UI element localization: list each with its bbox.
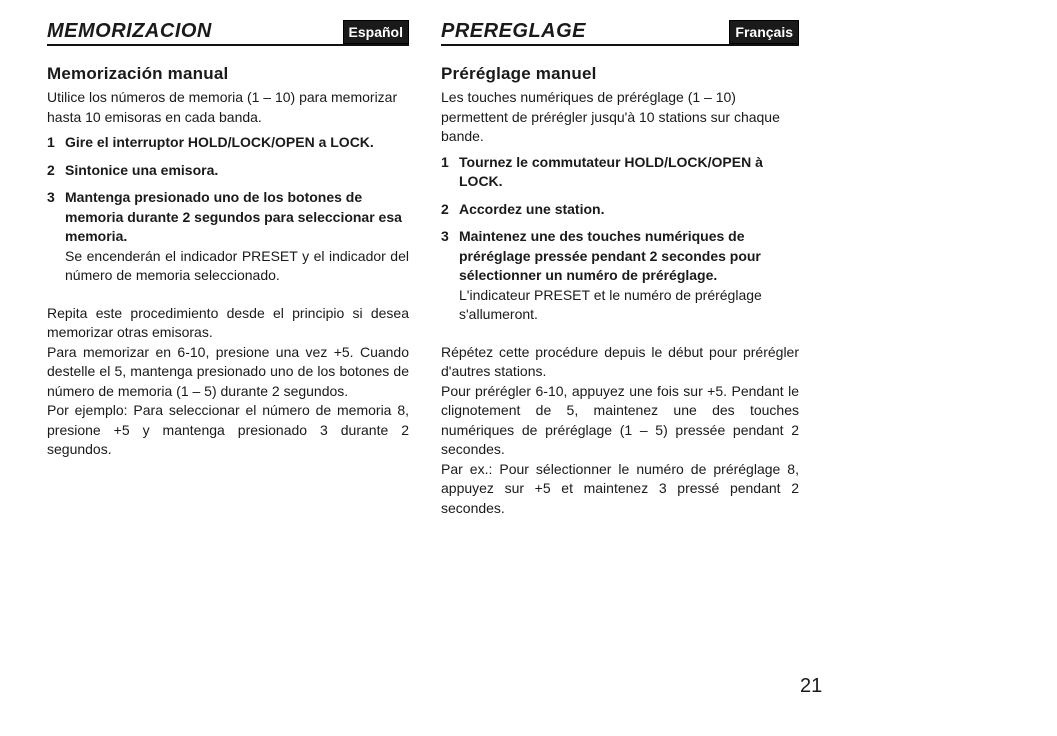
additional-instructions — [47, 304, 409, 460]
step-number: 3 — [441, 228, 449, 244]
step-item — [441, 153, 799, 192]
step-text: Maintenez une des touches numériques de préréglage pressée pendant 2 secondes pour sélectionner un numéro de préréglage. — [459, 228, 761, 283]
section-header — [441, 18, 799, 46]
section-header — [47, 18, 409, 46]
spanish-column — [47, 18, 409, 460]
steps-list — [441, 153, 799, 325]
step-text: Sintonice una emisora. — [65, 161, 219, 178]
step-item — [47, 188, 409, 286]
section-title: MEMORIZACION — [47, 20, 212, 42]
step-number: 2 — [441, 200, 449, 217]
step-item — [47, 161, 409, 181]
language-badge: Français — [729, 20, 799, 44]
step-number: 1 — [47, 134, 55, 150]
step-note: L'indicateur PRESET et le numéro de préréglage s'allumeront. — [459, 286, 762, 322]
section-title: PREREGLAGE — [441, 20, 587, 42]
additional-instructions — [441, 343, 799, 519]
steps-list — [47, 133, 409, 286]
step-text: Accordez une station. — [459, 200, 605, 217]
french-column — [441, 18, 799, 518]
step-text: Mantenga presionado uno de los botones de memoria durante 2 segundos para seleccionar esa memoria. — [65, 189, 402, 244]
step-text: Gire el interruptor HOLD/LOCK/OPEN a LOCK. — [65, 134, 374, 150]
language-badge: Español — [343, 20, 409, 44]
paragraph: Por ejemplo: Para seleccionar el número de memoria 8, presione +5 y mantenga presionado 3 durante 2 segundos. — [47, 402, 409, 457]
paragraph: Para memorizar en 6-10, presione una vez +5. Cuando destelle el 5, mantenga presionado uno de los botones de número de memoria (1 – 5) durante 2 segundos. — [47, 343, 409, 399]
paragraph: Répétez cette procédure depuis le début pour prérégler d'autres stations. — [441, 343, 799, 379]
step-note: Se encenderán el indicador PRESET y el indicador del número de memoria seleccionado. — [65, 247, 409, 283]
intro-text: Les touches numériques de préréglage (1 – 10) permettent de prérégler jusqu'à 10 stations sur chaque bande. — [441, 89, 780, 144]
step-item — [441, 227, 799, 325]
paragraph: Pour prérégler 6-10, appuyez une fois sur +5. Pendant le clignotement de 5, maintenez une des touches numériques de préréglage (1 – 5) pressée pendant 2 secondes. — [441, 382, 799, 457]
sub-title: Memorización manual — [47, 64, 229, 83]
step-text: Tournez le commutateur HOLD/LOCK/OPEN à LOCK. — [459, 153, 763, 189]
page-number: 21 — [800, 675, 823, 697]
step-item — [441, 200, 799, 220]
intro-text: Utilice los números de memoria (1 – 10) para memorizar hasta 10 emisoras en cada banda. — [47, 89, 398, 125]
step-number: 1 — [441, 153, 449, 170]
paragraph: Par ex.: Pour sélectionner le numéro de préréglage 8, appuyez sur +5 et maintenez 3 pressé pendant 2 secondes. — [441, 460, 799, 516]
paragraph: Repita este procedimiento desde el principio si desea memorizar otras emisoras. — [47, 304, 409, 340]
step-number: 3 — [47, 189, 55, 205]
step-item — [47, 133, 409, 153]
sub-title: Préréglage manuel — [441, 64, 597, 83]
step-number: 2 — [47, 161, 55, 178]
